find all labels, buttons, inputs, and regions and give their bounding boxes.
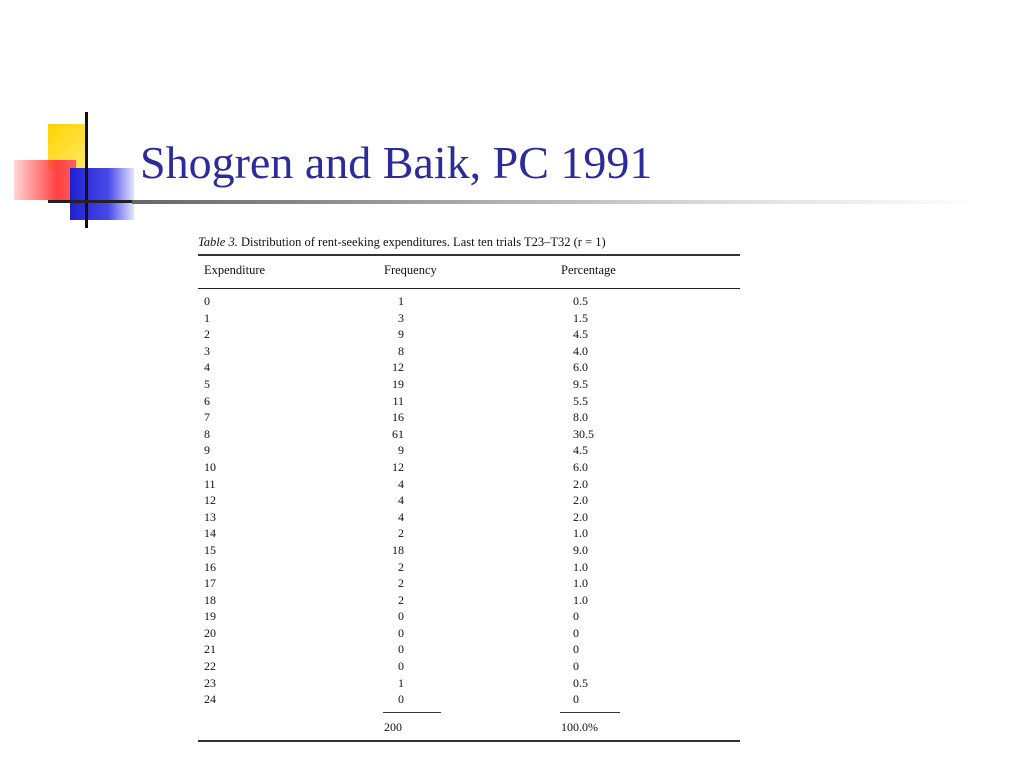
cell-expenditure: 15 (204, 542, 216, 557)
table-row (198, 592, 740, 609)
header-expenditure: Expenditure (204, 263, 266, 277)
cell-percentage: 1.0 (573, 526, 588, 541)
table-row (198, 442, 740, 459)
table-row (198, 476, 740, 493)
cell-frequency: 3 (398, 310, 404, 325)
cell-percentage: 1.0 (573, 576, 588, 591)
table-caption-text: Distribution of rent-seeking expenditures. Last ten trials T23–T32 (r = 1) (240, 235, 606, 249)
cell-frequency: 2 (398, 559, 404, 574)
cell-expenditure: 4 (204, 360, 210, 375)
cell-percentage: 6.0 (573, 360, 588, 375)
cell-frequency: 9 (398, 443, 404, 458)
table-row (198, 675, 740, 692)
header-percentage: Percentage (561, 263, 616, 277)
cell-percentage: 5.5 (573, 393, 588, 408)
cell-frequency: 1 (398, 294, 404, 308)
table-row (198, 608, 740, 625)
cell-percentage: 0 (573, 692, 579, 707)
cell-frequency: 0 (398, 642, 404, 657)
slide-logo-decoration (0, 0, 140, 240)
table-row (198, 575, 740, 592)
table-row (198, 658, 740, 675)
cell-expenditure: 8 (204, 426, 210, 441)
table-body (198, 289, 740, 708)
logo-blue-square (70, 168, 134, 220)
cell-expenditure: 11 (204, 476, 216, 491)
cell-expenditure: 2 (204, 327, 210, 342)
cell-expenditure: 13 (204, 509, 216, 524)
logo-red-square (14, 160, 76, 200)
total-percentage: 100.0% (561, 719, 598, 734)
cell-expenditure: 6 (204, 393, 210, 408)
cell-percentage: 4.5 (573, 443, 588, 458)
cell-percentage: 4.0 (573, 343, 588, 358)
cell-expenditure: 10 (204, 459, 216, 474)
table-row (198, 310, 740, 327)
cell-frequency: 4 (398, 476, 404, 491)
cell-frequency: 8 (398, 343, 404, 358)
cell-expenditure: 7 (204, 410, 210, 425)
cell-frequency: 0 (398, 625, 404, 640)
cell-expenditure: 18 (204, 592, 216, 607)
cell-expenditure: 14 (204, 526, 216, 541)
total-rule-frequency (383, 712, 441, 713)
cell-expenditure: 24 (204, 692, 216, 707)
table-caption-label: Table 3. (198, 235, 238, 249)
total-rule-percentage (560, 712, 620, 713)
table-row (198, 509, 740, 526)
table-row (198, 326, 740, 343)
cell-expenditure: 20 (204, 625, 216, 640)
table-row (198, 376, 740, 393)
cell-percentage: 0 (573, 659, 579, 674)
cell-percentage: 1.0 (573, 559, 588, 574)
cell-percentage: 9.5 (573, 376, 588, 391)
table-row (198, 492, 740, 509)
table-row (198, 559, 740, 576)
cell-frequency: 0 (398, 659, 404, 674)
cell-frequency: 2 (398, 576, 404, 591)
cell-frequency: 18 (392, 542, 404, 557)
slide-title: Shogren and Baik, PC 1991 (140, 137, 653, 188)
cell-expenditure: 16 (204, 559, 216, 574)
total-frequency: 200 (384, 719, 402, 734)
table-row (198, 641, 740, 658)
title-underline (132, 200, 982, 204)
cell-percentage: 4.5 (573, 327, 588, 342)
cell-expenditure: 0 (204, 294, 210, 308)
header-frequency: Frequency (384, 263, 437, 277)
cell-percentage: 2.0 (573, 509, 588, 524)
cell-expenditure: 12 (204, 493, 216, 508)
table-row (198, 293, 740, 310)
cell-percentage: 1.0 (573, 592, 588, 607)
cell-percentage: 2.0 (573, 476, 588, 491)
cell-percentage: 0.5 (573, 675, 588, 690)
cell-frequency: 0 (398, 609, 404, 624)
cell-expenditure: 9 (204, 443, 210, 458)
table-row (198, 542, 740, 559)
cell-frequency: 0 (398, 692, 404, 707)
cell-expenditure: 17 (204, 576, 216, 591)
table-row (198, 359, 740, 376)
cell-frequency: 61 (392, 426, 404, 441)
cell-percentage: 0.5 (573, 294, 588, 308)
logo-vertical-line (85, 112, 88, 228)
table-total-row (198, 716, 740, 738)
cell-frequency: 11 (392, 393, 404, 408)
cell-frequency: 4 (398, 493, 404, 508)
cell-frequency: 16 (392, 410, 404, 425)
cell-percentage: 0 (573, 625, 579, 640)
cell-expenditure: 19 (204, 609, 216, 624)
cell-percentage: 9.0 (573, 542, 588, 557)
cell-frequency: 19 (392, 376, 404, 391)
cell-frequency: 1 (398, 675, 404, 690)
total-rules (198, 708, 740, 716)
cell-frequency: 2 (398, 592, 404, 607)
cell-expenditure: 5 (204, 376, 210, 391)
cell-frequency: 12 (392, 459, 404, 474)
cell-expenditure: 3 (204, 343, 210, 358)
cell-frequency: 9 (398, 327, 404, 342)
table-row (198, 625, 740, 642)
cell-expenditure: 22 (204, 659, 216, 674)
cell-percentage: 8.0 (573, 410, 588, 425)
cell-frequency: 12 (392, 360, 404, 375)
logo-horizontal-line (48, 200, 140, 203)
cell-expenditure: 1 (204, 310, 210, 325)
cell-frequency: 4 (398, 509, 404, 524)
table-bottom-rule (198, 740, 740, 742)
table-row (198, 525, 740, 542)
table-caption (198, 232, 740, 254)
cell-percentage: 0 (573, 609, 579, 624)
table-row (198, 691, 740, 708)
table-row (198, 409, 740, 426)
table-row (198, 393, 740, 410)
cell-percentage: 0 (573, 642, 579, 657)
cell-expenditure: 23 (204, 675, 216, 690)
cell-percentage: 30.5 (573, 426, 594, 441)
cell-percentage: 6.0 (573, 459, 588, 474)
table-row (198, 426, 740, 443)
table-row (198, 459, 740, 476)
cell-percentage: 2.0 (573, 493, 588, 508)
table-header-row (198, 256, 740, 288)
table-row (198, 343, 740, 360)
cell-frequency: 2 (398, 526, 404, 541)
cell-expenditure: 21 (204, 642, 216, 657)
cell-percentage: 1.5 (573, 310, 588, 325)
data-table (198, 232, 740, 742)
